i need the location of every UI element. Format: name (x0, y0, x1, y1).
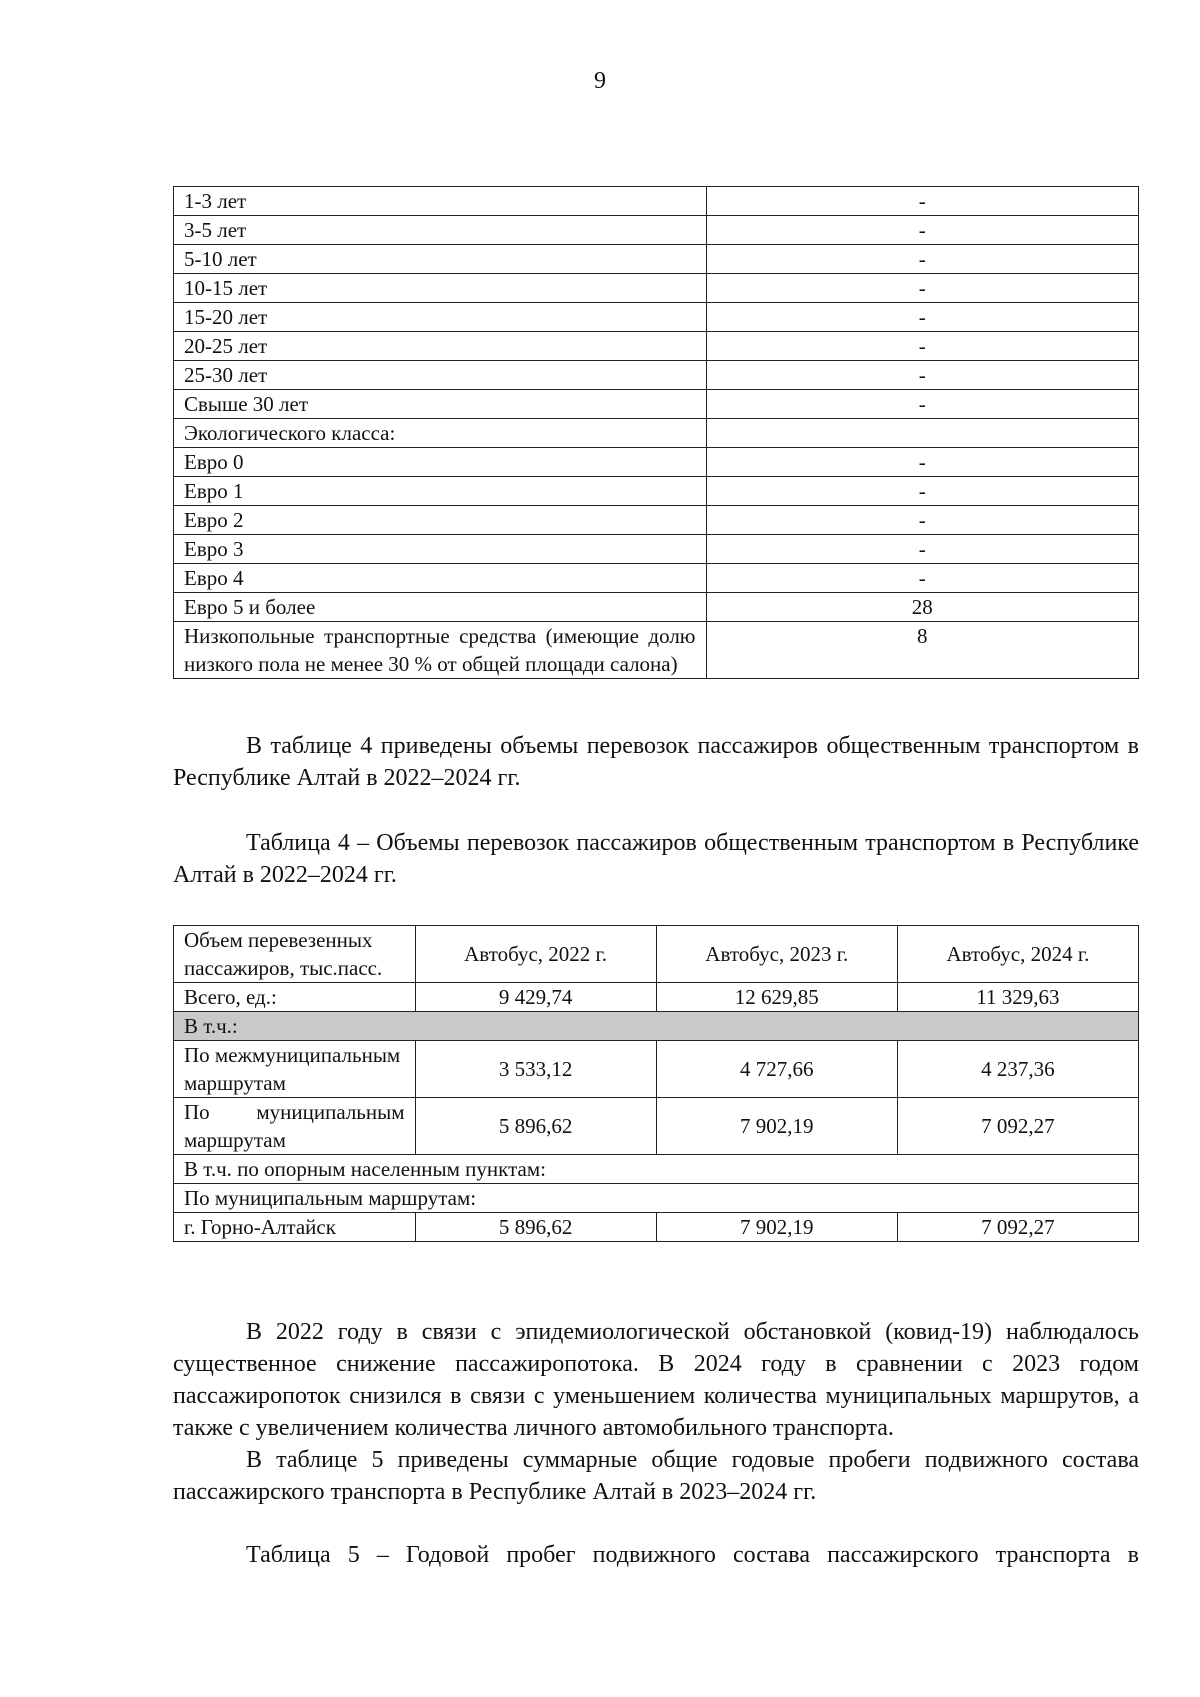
row-label: Евро 4 (174, 564, 707, 593)
row-label: 5-10 лет (174, 245, 707, 274)
table-row (174, 187, 1139, 216)
row-value: - (706, 477, 1139, 506)
row-label: Евро 3 (174, 535, 707, 564)
table5-caption: Таблица 5 – Годовой пробег подвижного состава пассажирского транспорта в (246, 1542, 1139, 1568)
row-label: Евро 1 (174, 477, 707, 506)
row-label: 15-20 лет (174, 303, 707, 332)
section-label: В т.ч. по опорным населенным пунктам: (174, 1155, 1139, 1184)
table-cell: 3 533,12 (415, 1041, 656, 1098)
row-value: - (706, 274, 1139, 303)
table-row (174, 983, 1139, 1012)
table-row (174, 303, 1139, 332)
row-label: 25-30 лет (174, 361, 707, 390)
row-value (706, 419, 1139, 448)
table-row (174, 506, 1139, 535)
row-label: 10-15 лет (174, 274, 707, 303)
table-row (174, 477, 1139, 506)
table-row (174, 622, 1139, 679)
header-cell: Автобус, 2022 г. (415, 926, 656, 983)
table-row (174, 1041, 1139, 1098)
table-cell: 4 727,66 (656, 1041, 897, 1098)
table-row (174, 1184, 1139, 1213)
row-label: 20-25 лет (174, 332, 707, 361)
section-label: По муниципальным маршрутам: (174, 1184, 1139, 1213)
row-value: - (706, 187, 1139, 216)
row-value: - (706, 216, 1139, 245)
row-value: 8 (706, 622, 1139, 679)
table-row (174, 1012, 1139, 1041)
table-row (174, 1155, 1139, 1184)
table-row (174, 1098, 1139, 1155)
row-label: г. Горно-Алтайск (174, 1213, 416, 1242)
header-cell: Объем перевезенных пассажиров, тыс.пасс. (174, 926, 416, 983)
row-value: - (706, 303, 1139, 332)
table-cell: 4 237,36 (897, 1041, 1138, 1098)
row-value: - (706, 564, 1139, 593)
table4-caption: Таблица 4 – Объемы перевозок пассажиров общественным транспортом в Республике Алтай в 2022–2024 гг. (173, 830, 1139, 888)
row-value: - (706, 506, 1139, 535)
paragraph-covid: В 2022 году в связи с эпидемиологической обстановкой (ковид-19) наблюдалось существенное снижение пассажиропотока. В 2024 году в сравнении с 2023 годом пассажиропоток снизился в связи с уменьшением количества муниципальных маршрутов, а также с увеличением количества личного автомобильного транспорта. (173, 1319, 1139, 1441)
row-label: Свыше 30 лет (174, 390, 707, 419)
header-cell: Автобус, 2024 г. (897, 926, 1138, 983)
table-cell: 7 902,19 (656, 1213, 897, 1242)
row-label: Всего, ед.: (174, 983, 416, 1012)
row-label: Экологического класса: (174, 419, 707, 448)
row-value: - (706, 332, 1139, 361)
table-row (174, 361, 1139, 390)
row-value: - (706, 361, 1139, 390)
row-value: - (706, 390, 1139, 419)
table-row (174, 419, 1139, 448)
row-value: - (706, 535, 1139, 564)
row-label: Евро 5 и более (174, 593, 707, 622)
table-cell: 11 329,63 (897, 983, 1138, 1012)
table-row (174, 216, 1139, 245)
row-label: 1-3 лет (174, 187, 707, 216)
table-cell: 5 896,62 (415, 1098, 656, 1155)
row-label: Низкопольные транспортные средства (имеющие долю низкого пола не менее 30 % от общей площади салона) (174, 622, 707, 679)
table-row (174, 245, 1139, 274)
row-value: 28 (706, 593, 1139, 622)
table-cell: 12 629,85 (656, 983, 897, 1012)
table-row (174, 593, 1139, 622)
table-row (174, 332, 1139, 361)
passenger-volume-table (173, 925, 1139, 1242)
row-label: 3-5 лет (174, 216, 707, 245)
table-row (174, 390, 1139, 419)
section-label: В т.ч.: (174, 1012, 1139, 1041)
row-label: По межмуниципальным маршрутам (174, 1041, 416, 1098)
table-row (174, 274, 1139, 303)
paragraph-table5-intro: В таблице 5 приведены суммарные общие годовые пробеги подвижного состава пассажирского транспорта в Республике Алтай в 2023–2024 гг. (173, 1447, 1139, 1505)
row-label: По муниципальным маршрутам (174, 1098, 416, 1155)
row-label: Евро 0 (174, 448, 707, 477)
row-label: Евро 2 (174, 506, 707, 535)
header-cell: Автобус, 2023 г. (656, 926, 897, 983)
row-value: - (706, 448, 1139, 477)
page-number: 9 (594, 68, 606, 94)
table-cell: 7 092,27 (897, 1098, 1138, 1155)
table-header-row (174, 926, 1139, 983)
paragraph-table4-intro: В таблице 4 приведены объемы перевозок пассажиров общественным транспортом в Республике Алтай в 2022–2024 гг. (173, 733, 1139, 791)
table-cell: 9 429,74 (415, 983, 656, 1012)
vehicle-age-table (173, 186, 1139, 679)
table-row (174, 448, 1139, 477)
table-cell: 7 902,19 (656, 1098, 897, 1155)
table-cell: 5 896,62 (415, 1213, 656, 1242)
table-row (174, 564, 1139, 593)
table-row (174, 535, 1139, 564)
row-value: - (706, 245, 1139, 274)
table-row (174, 1213, 1139, 1242)
table-cell: 7 092,27 (897, 1213, 1138, 1242)
